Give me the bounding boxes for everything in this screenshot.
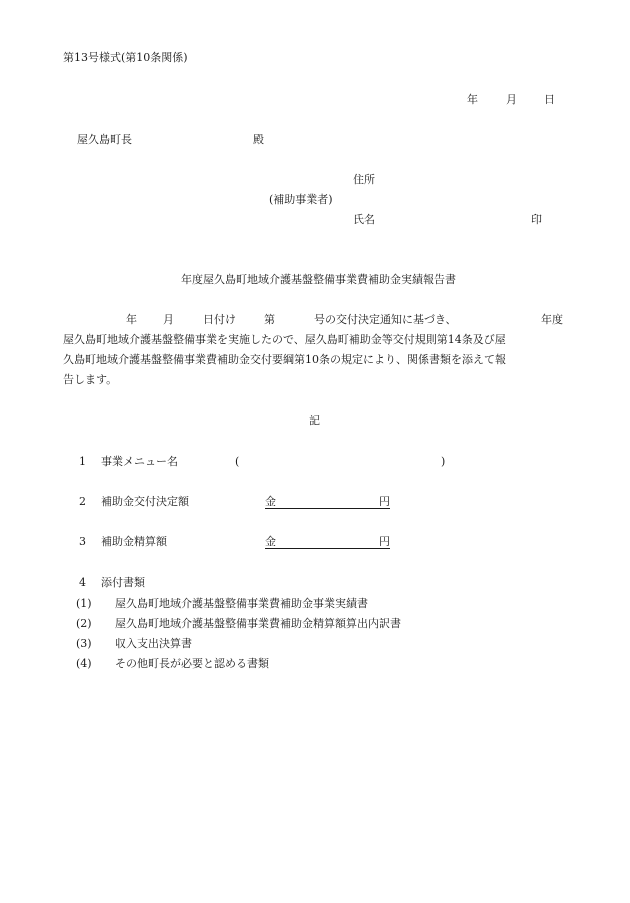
body-year: 年 bbox=[126, 313, 137, 326]
document-title: 年度屋久島町地域介護基盤整備事業費補助金実績報告書 bbox=[181, 273, 456, 286]
item1-open-paren: ( bbox=[235, 455, 240, 468]
ki-heading: 記 bbox=[309, 414, 320, 427]
form-label: 第13号様式(第10条関係) bbox=[63, 51, 188, 64]
item2-prefix: 金 bbox=[265, 495, 276, 508]
attachment-2-number: (2) bbox=[76, 617, 92, 630]
body-line-3: 久島町地域介護基盤整備事業費補助金交付要綱第10条の規定により、関係書類を添えて報 bbox=[63, 353, 506, 366]
item3-suffix: 円 bbox=[379, 535, 390, 548]
attachment-3-text: 収入支出決算書 bbox=[115, 637, 192, 650]
item2-number: 2 bbox=[79, 495, 86, 508]
item3-label: 補助金精算額 bbox=[101, 535, 167, 548]
addressee-honorific: 殿 bbox=[253, 133, 264, 146]
item3-prefix: 金 bbox=[265, 535, 276, 548]
item2-amount-field bbox=[265, 495, 390, 509]
date-year: 年 bbox=[467, 93, 478, 106]
item3-underline bbox=[265, 548, 390, 549]
attachment-1-text: 屋久島町地域介護基盤整備事業費補助金事業実績書 bbox=[115, 597, 368, 610]
seal-label: 印 bbox=[531, 213, 542, 226]
item2-suffix: 円 bbox=[379, 495, 390, 508]
body-fiscal-year: 年度 bbox=[541, 313, 563, 326]
applicant-role-label: (補助事業者) bbox=[269, 193, 333, 206]
body-number-prefix: 第 bbox=[264, 313, 275, 326]
body-line-4: 告します。 bbox=[63, 373, 118, 386]
attachment-4-text: その他町長が必要と認める書類 bbox=[115, 657, 269, 670]
address-label: 住所 bbox=[353, 173, 375, 186]
addressee-name: 屋久島町長 bbox=[77, 133, 132, 146]
date-month: 月 bbox=[506, 93, 517, 106]
item1-label: 事業メニュー名 bbox=[101, 455, 178, 468]
item4-label: 添付書類 bbox=[101, 576, 145, 589]
name-label: 氏名 bbox=[353, 213, 375, 226]
item3-amount-field bbox=[265, 535, 390, 549]
body-month: 月 bbox=[163, 313, 174, 326]
body-dated: 日付け bbox=[203, 313, 236, 326]
item2-label: 補助金交付決定額 bbox=[101, 495, 189, 508]
attachment-1-number: (1) bbox=[76, 597, 92, 610]
body-line-2: 屋久島町地域介護基盤整備事業を実施したので、屋久島町補助金等交付規則第14条及び屋 bbox=[63, 333, 506, 346]
attachment-4-number: (4) bbox=[76, 657, 92, 670]
body-line-1 bbox=[63, 310, 568, 330]
item1-close-paren: ) bbox=[441, 455, 446, 468]
item1-number: 1 bbox=[79, 455, 86, 468]
body-paragraph bbox=[63, 310, 568, 390]
date-day: 日 bbox=[544, 93, 555, 106]
item4-number: 4 bbox=[79, 576, 86, 589]
body-line1-rest: 号の交付決定通知に基づき、 bbox=[314, 313, 457, 326]
attachment-3-number: (3) bbox=[76, 637, 92, 650]
item3-number: 3 bbox=[79, 535, 86, 548]
attachment-2-text: 屋久島町地域介護基盤整備事業費補助金精算額算出内訳書 bbox=[115, 617, 401, 630]
item2-underline bbox=[265, 508, 390, 509]
